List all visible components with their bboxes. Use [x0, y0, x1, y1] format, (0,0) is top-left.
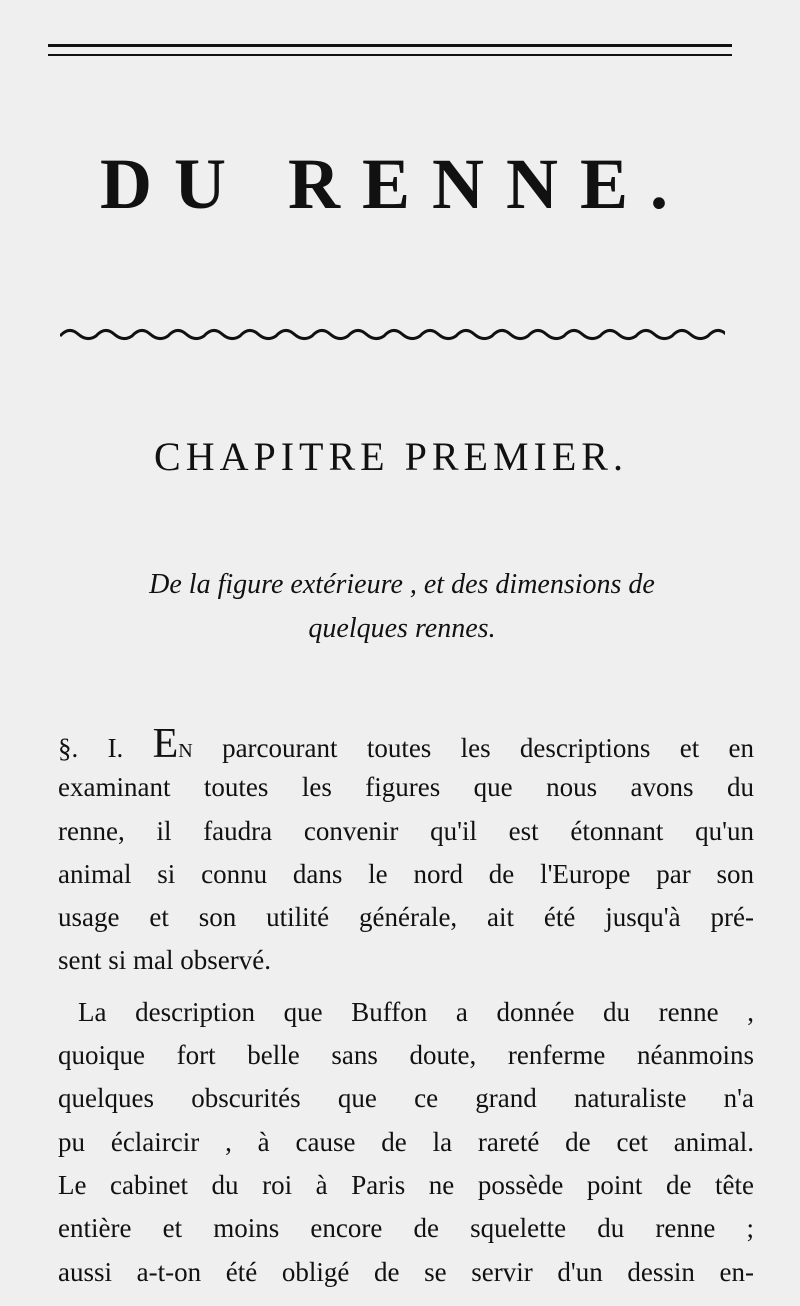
paragraph-2-line-5: Le cabinet du roi à Paris ne possède point de tête: [58, 1169, 754, 1200]
section-mark: §. I.: [58, 733, 124, 763]
double-rule: [48, 44, 732, 60]
rule-line-thin: [48, 54, 732, 56]
subtitle-line-1: De la figure extérieure , et des dimensions de: [149, 569, 655, 600]
small-caps: N: [178, 740, 193, 762]
page-title: DU RENNE.: [99, 144, 691, 224]
paragraph-1-line-3: renne, il faudra convenir qu'il est étonnant qu'un: [58, 815, 754, 846]
rule-line-thick: [48, 44, 732, 47]
paragraph-2-line-4: pu éclaircir , à cause de la rareté de cet animal.: [58, 1126, 754, 1157]
paragraph-1-line-5: usage et son utilité générale, ait été jusqu'à pré-: [58, 902, 754, 933]
chapter-heading: CHAPITRE PREMIER.: [154, 434, 628, 479]
paragraph-2: [58, 991, 754, 1294]
paragraph-1-line-4: animal si connu dans le nord de l'Europe par son: [58, 858, 754, 889]
paragraph-2-line-6: entière et moins encore de squelette du renne ;: [58, 1213, 754, 1244]
paragraph-1-line-6: sent si mal observé.: [58, 945, 271, 976]
paragraph-2-line-1: La description que Buffon a donnée du renne ,: [78, 996, 754, 1027]
paragraph-1-line-1: §. I. EN parcourant toutes les descriptions et en: [58, 721, 755, 767]
chapter-subtitle: [52, 563, 752, 651]
paragraph-2-line-3: quelques obscurités que ce grand naturaliste n'a: [58, 1083, 754, 1114]
subtitle-line-2: quelques rennes.: [308, 613, 496, 644]
wavy-divider: [60, 322, 725, 346]
paragraph-1-line-2: examinant toutes les figures que nous avons du: [58, 772, 754, 803]
body-text: [58, 723, 754, 1294]
drop-cap: E: [152, 721, 179, 767]
paragraph-2-line-2: quoique fort belle sans doute, renferme néanmoins: [58, 1040, 754, 1071]
paragraph-2-line-7: aussi a-t-on été obligé de se servir d'un dessin en-: [58, 1256, 754, 1287]
